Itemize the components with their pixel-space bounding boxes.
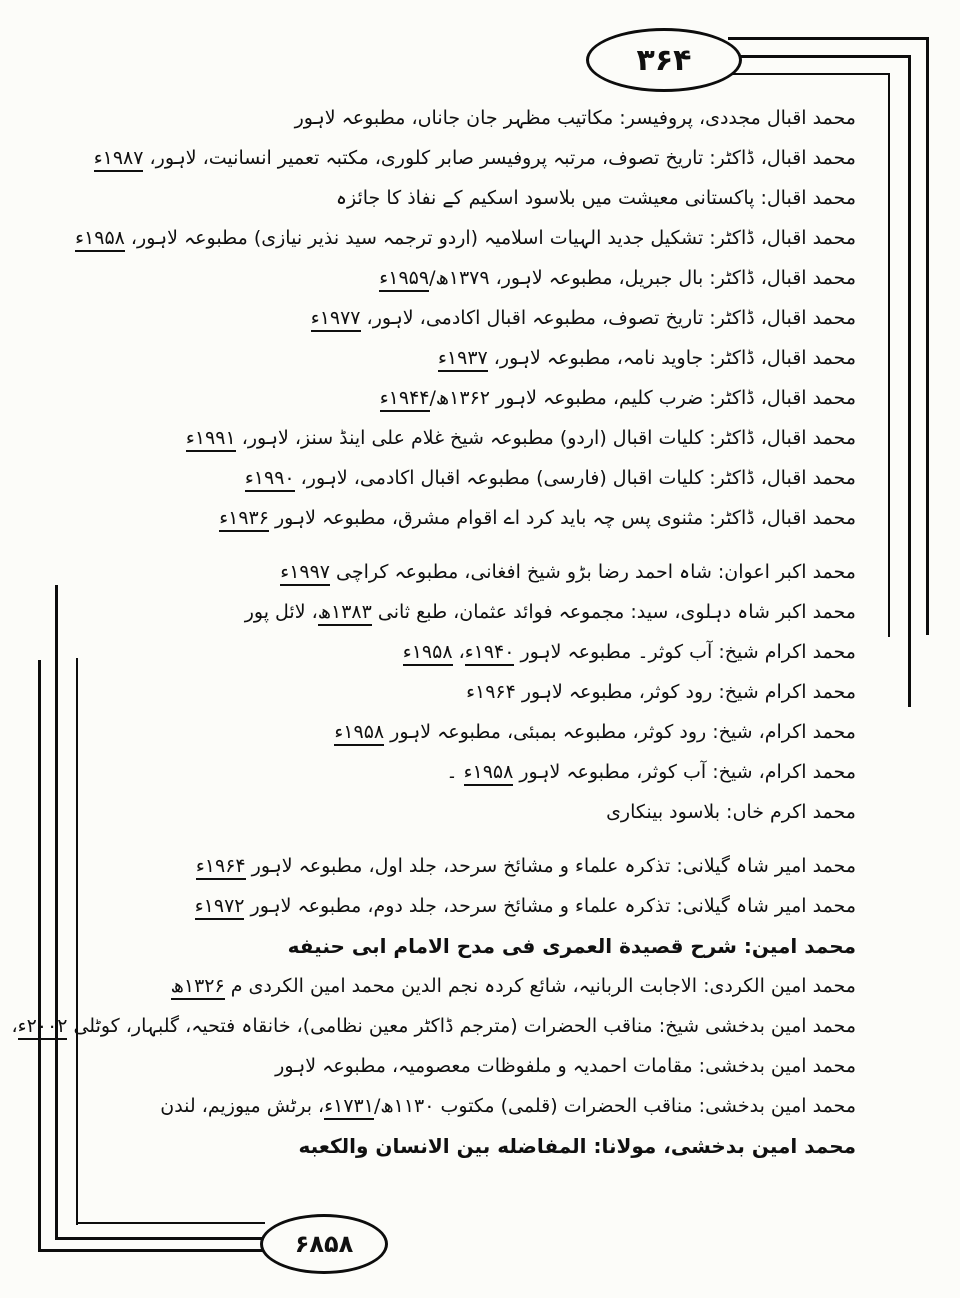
entry-text: محمد اقبال، ڈاکٹر: کلیات اقبال (اردو) مطبوعہ شیخ غلام علی اینڈ سنز، لاہور، [235, 427, 856, 449]
underlined-year: ۱۹۳۶ء [219, 507, 269, 532]
underlined-year: ۱۹۷۷ء [311, 307, 361, 332]
bibliography-entry [93, 138, 856, 178]
border-line-right-outer [926, 37, 929, 635]
border-line-left-outer [38, 660, 41, 1252]
border-line-right-middle [908, 55, 911, 707]
underlined-year: ۱۳۲۶ھ [171, 975, 225, 1000]
bibliography-entry [96, 632, 856, 672]
border-line-bottom-outer [38, 1249, 272, 1252]
bibliography-entry [96, 498, 856, 538]
underlined-year: ۱۹۹۱ء [186, 427, 236, 452]
bibliography-entry [96, 552, 856, 592]
entry-text: ، [11, 1015, 18, 1037]
footer-number-badge: ۶۸۵۸ [260, 1214, 388, 1274]
entry-text: محمد اقبال، ڈاکٹر: مثنوی پس چہ باید کرد اے اقوام مشرق، مطبوعہ لاہور [268, 507, 856, 529]
entry-text: محمد اکرام، شیخ: رود کوثر، مطبوعہ بمبئی، مطبوعہ لاہور [384, 721, 856, 743]
page-number-badge: ۳۶۴ [586, 28, 742, 92]
underlined-year: ۱۷۳۱ء [324, 1095, 374, 1120]
bibliography-entry [96, 926, 856, 966]
bibliography-entry [96, 1086, 856, 1126]
underlined-year: ۱۹۸۷ء [94, 147, 144, 172]
bibliography-entry [96, 298, 856, 338]
border-line-top-middle [722, 55, 911, 58]
entry-text: ، برٹش میوزیم، لندن [160, 1095, 325, 1117]
entry-text: محمد اقبال، ڈاکٹر: بال جبریل، مطبوعہ لاہور، ۱۳۷۹ھ/ [429, 267, 856, 289]
underlined-year: ۱۹۹۷ء [280, 561, 330, 586]
entry-text: محمد امیر شاہ گیلانی: تذکرہ علماء و مشائخ سرحد، جلد دوم، مطبوعہ لاہور [244, 895, 856, 917]
border-line-bottom-middle [55, 1237, 266, 1240]
border-line-left-inner [76, 658, 78, 1225]
entry-text: محمد امین الکردی: الاجابت الربانیہ، شائع کردہ نجم الدین محمد امین الکردی م [224, 975, 856, 997]
entry-text: محمد اقبال، ڈاکٹر: کلیات اقبال (فارسی) مطبوعہ اقبال اکادمی، لاہور، [294, 467, 856, 489]
bibliography-entry [96, 792, 856, 832]
bibliography-entry [96, 672, 856, 712]
entry-text: محمد اکرم خاں: بلاسود بینکاری [606, 801, 856, 823]
underlined-year: ۱۹۵۹ء [379, 267, 429, 292]
underlined-year: ۱۹۴۰ء [465, 641, 515, 666]
bibliography-entry [96, 1126, 856, 1166]
bibliography-entry [96, 752, 856, 792]
bibliography-entry [96, 378, 856, 418]
bibliography-entry [96, 178, 856, 218]
bibliography-entry [96, 1046, 856, 1086]
entry-text: محمد امیر شاہ گیلانی: تذکرہ علماء و مشائخ سرحد، جلد اول، مطبوعہ لاہور [245, 855, 856, 877]
underlined-year: ۱۹۵۸ء [464, 761, 514, 786]
entry-text: محمد اقبال، ڈاکٹر: تاریخ تصوف، مطبوعہ اقبال اکادمی، لاہور، [360, 307, 856, 329]
entry-text: محمد امین: شرح قصیدة العمری فی مدح الامام ابی حنیفه [287, 934, 856, 958]
entry-text: ، [452, 641, 465, 663]
underlined-year: ۱۹۳۷ء [438, 347, 488, 372]
entry-text: ، لائل پور [244, 601, 318, 623]
bibliography-entry [96, 258, 856, 298]
entry-text: محمد امین بدخشی: مقامات احمدیہ و ملفوظات معصومیہ، مطبوعہ لاہور [275, 1055, 856, 1077]
bibliography-entry [96, 98, 856, 138]
entry-text: محمد امین بدخشی: مناقب الحضرات (قلمی) مکتوب ۱۱۳۰ھ/ [373, 1095, 856, 1117]
entry-text: محمد اکرام شیخ: آب کوثر۔ مطبوعہ لاہور [514, 641, 856, 663]
entry-text: محمد اقبال، ڈاکٹر: تشکیل جدید الہیات اسلامیہ (اردو ترجمہ سید نذیر نیازی) مطبوعہ لاہور، [124, 227, 856, 249]
border-line-top-outer [728, 37, 929, 40]
entry-text: محمد اقبال، ڈاکٹر: جاوید نامہ، مطبوعہ لاہور، [487, 347, 856, 369]
underlined-year: ۱۹۹۰ء [245, 467, 295, 492]
entry-text: محمد اکبر شاہ دہلوی، سید: مجموعہ فوائد عثمان، طبع ثانی [371, 601, 856, 623]
bibliography-entry [11, 1006, 856, 1046]
entry-text: محمد اقبال، ڈاکٹر: ضرب کلیم، مطبوعہ لاہور ۱۳۶۲ھ/ [429, 387, 856, 409]
underlined-year: ۱۹۵۸ء [75, 227, 125, 252]
entry-text: محمد اکرام شیخ: رود کوثر، مطبوعہ لاہور ۱۹۶۴ء [466, 681, 856, 703]
entry-text: محمد اکرام، شیخ: آب کوثر، مطبوعہ لاہور [513, 761, 856, 783]
underlined-year: ۱۳۸۳ھ [318, 601, 372, 626]
bibliography-list [11, 98, 856, 1166]
bibliography-entry [75, 218, 856, 258]
bibliography-entry [96, 418, 856, 458]
entry-text: محمد امین بدخشی شیخ: مناقب الحضرات (مترجم ڈاکٹر معین نظامی)، خانقاہ فتحیہ، گلبہار، کوٹلی [67, 1015, 856, 1037]
entry-text: محمد امین بدخشی، مولانا: المفاضله بین الانسان والکعبه [298, 1134, 856, 1158]
border-line-top-inner [714, 73, 890, 75]
underlined-year: ۱۹۵۸ء [403, 641, 453, 666]
underlined-year: ۱۹۶۴ء [196, 855, 246, 880]
entry-text: محمد اکبر اعوان: شاہ احمد رضا بڑو شیخ افغانی، مطبوعہ کراچی [330, 561, 856, 583]
bibliography-entry [96, 458, 856, 498]
underlined-year: ۲۰۰۲ء [18, 1015, 68, 1040]
bibliography-entry [96, 338, 856, 378]
bibliography-entry [96, 592, 856, 632]
entry-text: محمد اقبال: پاکستانی معیشت میں بلاسود اسکیم کے نفاذ کا جائزہ [335, 187, 856, 209]
entry-text: محمد اقبال، ڈاکٹر: تاریخ تصوف، مرتبہ پروفیسر صابر کلوری، مکتبہ تعمیر انسانیت، لاہور، [143, 147, 856, 169]
underlined-year: ۱۹۴۴ء [380, 387, 430, 412]
entry-text: ۔ [446, 761, 464, 783]
bibliography-entry [96, 846, 856, 886]
border-line-bottom-inner [76, 1222, 265, 1224]
underlined-year: ۱۹۵۸ء [334, 721, 384, 746]
bibliography-entry [96, 886, 856, 926]
underlined-year: ۱۹۷۲ء [195, 895, 245, 920]
entry-text: محمد اقبال مجددی، پروفیسر: مکاتیب مظہر جان جاناں، مطبوعہ لاہور [294, 107, 856, 129]
bibliography-entry [96, 966, 856, 1006]
bibliography-entry [96, 712, 856, 752]
border-line-right-inner [888, 73, 890, 637]
border-line-left-middle [55, 585, 58, 1240]
